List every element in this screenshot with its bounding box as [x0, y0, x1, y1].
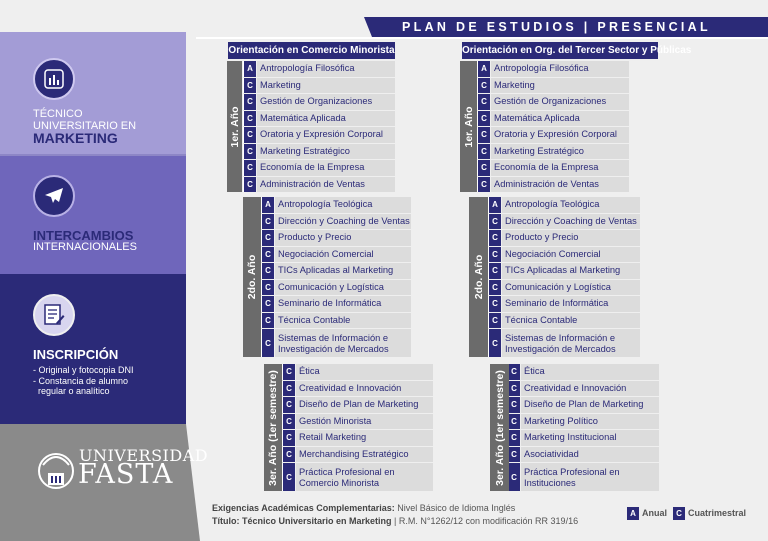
subject-type-badge: C [243, 160, 256, 176]
sidebar-top [0, 0, 186, 32]
subject-name: Seminario de Informática [502, 296, 640, 312]
subject-type-badge: C [477, 94, 490, 110]
subject-type-badge: C [477, 111, 490, 127]
subject-name: Antropología Filosófica [257, 61, 395, 77]
subject-name: Administración de Ventas [257, 177, 395, 193]
subject-name: Técnica Contable [502, 313, 640, 329]
subject-row [261, 247, 411, 263]
degree-label: Título: [212, 516, 240, 526]
subject-type-badge: C [507, 364, 520, 380]
subject-row [282, 397, 433, 413]
year-label [469, 197, 488, 357]
subject-type-badge: A [243, 61, 256, 77]
subject-row [488, 280, 640, 296]
subject-type-badge: C [488, 214, 501, 230]
subject-name: Práctica Profesional en Comercio Minorista [296, 463, 433, 491]
subject-type-badge: C [488, 280, 501, 296]
subject-name: Sistemas de Información e Investigación de Mercados [502, 329, 640, 357]
subject-row [282, 430, 433, 446]
subject-type-badge: C [507, 397, 520, 413]
subject-row [243, 94, 395, 110]
inscripcion-item: - Constancia de alumno [33, 375, 129, 386]
subject-row [261, 313, 411, 329]
subject-row [477, 127, 629, 143]
marketing-line-3: MARKETING [33, 130, 118, 146]
degree-value: Técnico Universitario en Marketing [239, 516, 392, 526]
subject-row [507, 463, 659, 491]
subject-row [243, 177, 395, 193]
document-edit-icon [33, 294, 75, 336]
subject-name: Comunicación y Logística [502, 280, 640, 296]
marketing-line-2: UNIVERSITARIO EN [33, 120, 137, 132]
subject-type-badge: C [477, 160, 490, 176]
inscripcion-item: - Original y fotocopia DNI [33, 365, 134, 375]
subject-row [261, 280, 411, 296]
subject-type-badge: C [282, 463, 295, 491]
year-label [490, 364, 509, 491]
subject-type-badge: C [488, 247, 501, 263]
subject-name: Marketing Estratégico [257, 144, 395, 160]
subject-row [488, 313, 640, 329]
subject-type-badge: A [488, 197, 501, 213]
subject-name: Dirección y Coaching de Ventas [275, 214, 411, 230]
subject-type-badge: C [282, 447, 295, 463]
subject-type-badge: C [261, 329, 274, 357]
year-label [460, 61, 477, 192]
year-label [264, 364, 282, 491]
subject-name: Producto y Precio [275, 230, 411, 246]
requirements-label: Exigencias Académicas Complementarias: [212, 503, 395, 513]
inscripcion-item: regular o analítico [33, 386, 110, 396]
intercambios-line-2: INTERNACIONALES [33, 241, 137, 253]
subject-row [282, 364, 433, 380]
subject-type-badge: C [243, 127, 256, 143]
subject-name: Negociación Comercial [275, 247, 411, 263]
subject-row [282, 447, 433, 463]
legend-badge: A [627, 507, 639, 520]
subject-name: Ética [296, 364, 433, 380]
subject-row [507, 364, 659, 380]
subject-name: Gestión de Organizaciones [491, 94, 629, 110]
year-label-text: 3er. Año (1er semestre) [493, 369, 506, 486]
resolution-text: | R.M. N°1262/12 con modificación RR 319/16 [391, 516, 579, 526]
subject-type-badge: C [507, 414, 520, 430]
subject-type-badge: C [507, 430, 520, 446]
subject-name: Matemática Aplicada [491, 111, 629, 127]
logo-text-fasta: FASTA [78, 459, 174, 490]
subject-row [243, 78, 395, 94]
year-label [227, 61, 242, 192]
subject-name: Producto y Precio [502, 230, 640, 246]
subject-type-badge: C [282, 414, 295, 430]
subject-name: Merchandising Estratégico [296, 447, 433, 463]
subject-type-badge: C [261, 214, 274, 230]
subject-type-badge: C [488, 329, 501, 357]
orientation-title: Orientación en Org. del Tercer Sector y Públicas [462, 42, 658, 59]
inscripcion-list [33, 365, 134, 397]
subject-type-badge: C [488, 263, 501, 279]
subject-name: Diseño de Plan de Marketing [296, 397, 433, 413]
subject-type-badge: C [282, 397, 295, 413]
subject-name: Antropología Filosófica [491, 61, 629, 77]
subject-row [488, 214, 640, 230]
airplane-icon [33, 175, 75, 217]
year-label [243, 197, 261, 357]
subject-row [243, 127, 395, 143]
subject-row [488, 263, 640, 279]
subject-type-badge: C [261, 313, 274, 329]
intercambios-line-1: INTERCAMBIOS [33, 228, 134, 243]
subject-name: Oratoria y Expresión Corporal [257, 127, 395, 143]
subject-row [488, 230, 640, 246]
subject-type-badge: C [488, 313, 501, 329]
subject-type-badge: C [243, 177, 256, 193]
subject-row [243, 61, 395, 77]
subject-type-badge: C [261, 247, 274, 263]
subject-row [282, 414, 433, 430]
subject-row [477, 144, 629, 160]
subject-name: Dirección y Coaching de Ventas [502, 214, 640, 230]
subject-row [507, 397, 659, 413]
university-logo-icon [37, 447, 75, 491]
orientation-title: Orientación en Comercio Minorista [228, 42, 395, 59]
intercambios-panel [0, 156, 186, 274]
marketing-line-1: TÉCNICO [33, 108, 83, 120]
requirements-line [212, 503, 515, 513]
subject-type-badge: C [243, 94, 256, 110]
subject-type-badge: C [477, 177, 490, 193]
legend-label: Cuatrimestral [688, 508, 747, 518]
subject-name: Comunicación y Logística [275, 280, 411, 296]
subject-row [477, 160, 629, 176]
subject-row [477, 111, 629, 127]
subject-name: Marketing [491, 78, 629, 94]
subject-type-badge: C [261, 263, 274, 279]
subject-name: Oratoria y Expresión Corporal [491, 127, 629, 143]
header-rule [196, 37, 768, 39]
subject-name: Diseño de Plan de Marketing [521, 397, 659, 413]
subject-row [477, 78, 629, 94]
legend-anual [627, 506, 667, 520]
subject-type-badge: C [488, 230, 501, 246]
subject-row [507, 430, 659, 446]
subject-type-badge: C [282, 364, 295, 380]
subject-type-badge: C [507, 381, 520, 397]
year-label-text: 1er. Año [462, 105, 475, 148]
logo-text-universidad: UNIVERSIDAD [79, 446, 209, 465]
subject-row [261, 230, 411, 246]
subject-row [507, 414, 659, 430]
subject-name: Ética [521, 364, 659, 380]
subject-type-badge: C [261, 230, 274, 246]
subject-name: Economía de la Empresa [491, 160, 629, 176]
subject-row [477, 61, 629, 77]
year-label-text: 2do. Año [472, 254, 485, 300]
subject-row [261, 214, 411, 230]
subject-type-badge: C [261, 280, 274, 296]
subject-name: Marketing Político [521, 414, 659, 430]
subject-type-badge: C [507, 447, 520, 463]
subject-name: Técnica Contable [275, 313, 411, 329]
degree-line [212, 516, 578, 526]
subject-type-badge: C [477, 144, 490, 160]
year-label-text: 3er. Año (1er semestre) [267, 369, 279, 486]
subject-type-badge: C [507, 463, 520, 491]
subject-name: Gestión Minorista [296, 414, 433, 430]
subject-row [243, 144, 395, 160]
subject-type-badge: A [261, 197, 274, 213]
subject-row [243, 111, 395, 127]
plan-header: PLAN DE ESTUDIOS | PRESENCIAL [372, 17, 768, 37]
logo-panel-corner [186, 424, 200, 541]
subject-row [261, 329, 411, 357]
subject-name: Sistemas de Información e Investigación de Mercados [275, 329, 411, 357]
subject-name: Matemática Aplicada [257, 111, 395, 127]
subject-type-badge: C [261, 296, 274, 312]
legend-cuatrimestral [673, 506, 746, 520]
subject-row [488, 296, 640, 312]
subject-name: TICs Aplicadas al Marketing [275, 263, 411, 279]
subject-row [507, 447, 659, 463]
subject-row [488, 197, 640, 213]
subject-row [261, 296, 411, 312]
subject-type-badge: C [243, 111, 256, 127]
subject-row [261, 263, 411, 279]
subject-name: Gestión de Organizaciones [257, 94, 395, 110]
subject-name: Práctica Profesional en Instituciones [521, 463, 659, 491]
subject-type-badge: C [477, 127, 490, 143]
subject-name: Marketing [257, 78, 395, 94]
legend-label: Anual [642, 508, 668, 518]
subject-name: Retail Marketing [296, 430, 433, 446]
subject-name: TICs Aplicadas al Marketing [502, 263, 640, 279]
subject-row [488, 247, 640, 263]
subject-type-badge: C [243, 78, 256, 94]
subject-row [477, 177, 629, 193]
subject-row [477, 94, 629, 110]
legend-badge: C [673, 507, 685, 520]
subject-name: Antropología Teológica [502, 197, 640, 213]
subject-name: Seminario de Informática [275, 296, 411, 312]
subject-name: Marketing Estratégico [491, 144, 629, 160]
subject-type-badge: C [488, 296, 501, 312]
requirements-value: Nivel Básico de Idioma Inglés [394, 503, 516, 513]
subject-row [507, 381, 659, 397]
subject-type-badge: C [477, 78, 490, 94]
subject-type-badge: C [282, 381, 295, 397]
subject-name: Negociación Comercial [502, 247, 640, 263]
subject-name: Antropología Teológica [275, 197, 411, 213]
subject-name: Creatividad e Innovación [296, 381, 433, 397]
subject-row [261, 197, 411, 213]
subject-name: Administración de Ventas [491, 177, 629, 193]
subject-type-badge: C [243, 144, 256, 160]
subject-row [282, 463, 433, 491]
inscripcion-title: INSCRIPCIÓN [33, 347, 119, 362]
subject-name: Creatividad e Innovación [521, 381, 659, 397]
subject-name: Economía de la Empresa [257, 160, 395, 176]
subject-name: Marketing Institucional [521, 430, 659, 446]
year-label-text: 2do. Año [246, 254, 258, 300]
subject-row [488, 329, 640, 357]
sidebar [0, 0, 209, 541]
bar-chart-icon [33, 58, 75, 100]
subject-row [243, 160, 395, 176]
subject-type-badge: A [477, 61, 490, 77]
year-label-text: 1er. Año [228, 105, 241, 148]
subject-name: Asociatividad [521, 447, 659, 463]
subject-row [282, 381, 433, 397]
subject-type-badge: C [282, 430, 295, 446]
